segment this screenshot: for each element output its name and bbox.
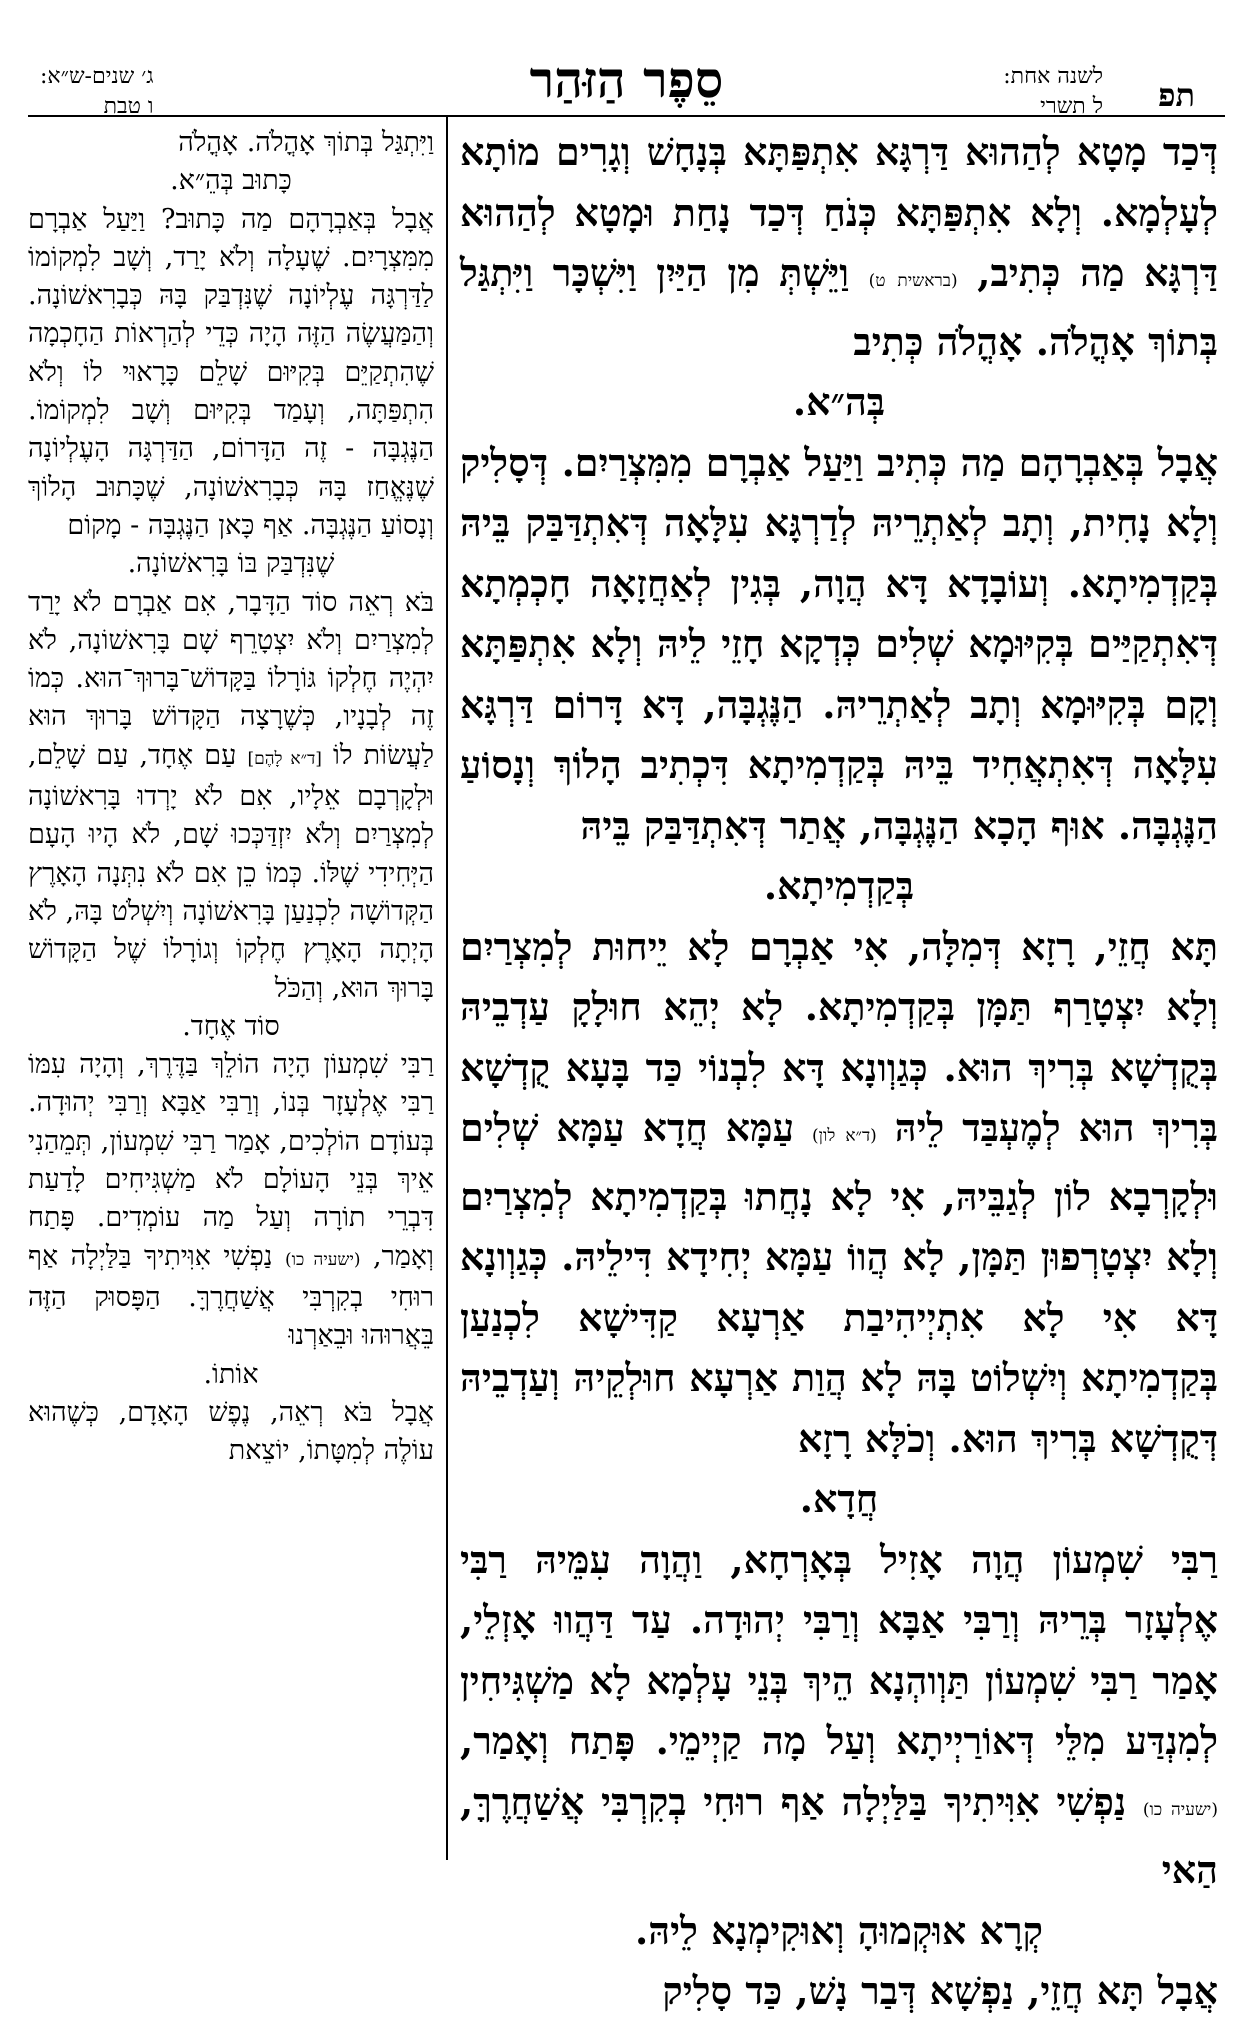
paragraph-text: אֲבָל בְּאַבְרָהָם מַה כְּתִיב וַיַּעַל אַבְרָם מִמִּצְרַיִם. דְּסָלִיק וְלָא נָחִית, וְתָב לְאַתְרֵיהּ לְדַרְגָּא עִלָּאָה דְּאִתְדַּבַּק בֵּיהּ בְּקַדְמִיתָא. וְעוֹבָדָא דָּא הֲוָה, בְּגִין לְאַחֲזָאָה חָכְמְתָא דְּאִתְקַיַּים בְּקִיּוּמָא שְׁלִים כְּדְקָא חָזֵי לֵיהּ וְלָא אִתְפַּתָּא וְקָם בְּקִיּוּמָא וְתָב לְאַתְרֵיהּ. הַנֶּגְבָּה, דָּא דָּרוֹם דַּרְגָּא עִלָּאָה דְּאִתְאֲחִיד בֵּיהּ בְּקַדְמִיתָא דִּכְתִיב הָלוֹךְ וְנָסוֹעַ הַנֶּגְבָּה. אוּף הָכָא הַנֶּגְבָּה, אֲתַר דְּאִתְדַּבַּק בֵּיהּ: [460, 439, 1218, 848]
paragraph-text: בְּה״א.: [792, 379, 886, 424]
hebrew-paragraph: [28, 584, 434, 1008]
hebrew-paragraph: [28, 545, 434, 583]
page-number: תפ: [1158, 76, 1195, 114]
cycle-date: ו טבת: [103, 94, 154, 119]
aramaic-paragraph: [460, 917, 1218, 1470]
paragraph-text: בְּקַדְמִיתָא.: [763, 863, 915, 908]
paragraph-text: וַיִּתְגַּל בְּתוֹךְ אָהֳלֹה. אָהֳלֹה: [178, 127, 434, 158]
aramaic-text-column: [460, 122, 1219, 2013]
schedule-label: לשנה אחת:: [1003, 64, 1103, 89]
schedule-date: ל תשרי: [1040, 94, 1103, 119]
aramaic-paragraph: [460, 372, 1218, 433]
cycle-label: ג׳ שנים-ש״א:: [40, 64, 154, 89]
paragraph-text: אוֹתוֹ.: [203, 1358, 259, 1390]
scripture-reference: (בראשית ט): [868, 271, 958, 291]
paragraph-text: דְּכַד מָטָא לְהַהוּא דַּרְגָּא אִתְפַּתָּא בְּנָחָשׁ וְגָרִים מוֹתָא לְעָלְמָא. וְלָא אִתְפַּתָּא כְּנֹחַ דְּכַד נָחַת וּמָטָא לְהַהוּא דַּרְגָּא מַה כְּתִיב,: [460, 129, 1219, 295]
aramaic-paragraph: [460, 122, 1218, 372]
paragraph-text-continued: וַיֵּשְׁתְּ מִן הַיַּיִן וַיִּשְׁכָּר וַיִּתְגַּל בְּתוֹךְ אָהֳלֹה. אָהֳלֹה כְּתִיב: [460, 250, 1218, 364]
hebrew-paragraph: [28, 1356, 434, 1394]
three-year-schedule: [40, 62, 154, 122]
paragraph-text: סוֹד אֶחָד.: [182, 1010, 280, 1042]
paragraph-text: אֲבָל בְּאַבְרָהָם מַה כָּתוּב? וַיַּעַל אַבְרָם מִמִּצְרָיִם. שֶׁעָלָה וְלֹא יָרַד, וְשָׁב לִמְקוֹמוֹ לַדַּרְגָּה עֶלְיוֹנָה שֶׁנִּדְבַּק בָּהּ כְּבָרִאשׁוֹנָה. וְהַמַּעֲשֶׂה הַזֶּה הָיָה כְּדֵי לְהַרְאוֹת הַחָכְמָה שֶׁהִתְקַיֵּם בְּקִיּוּם שָׁלֵם כָּרָאוּי לוֹ וְלֹא הִתְפַּתָּה, וְעָמַד בְּקִיּוּם וְשָׁב לִמְקוֹמוֹ. הַנֶּגְבָּה - זֶה הַדָּרוֹם, הַדַּרְגָּה הָעֶלְיוֹנָה שֶׁנֶּאֱחַז בָּהּ כְּבָרִאשׁוֹנָה, שֶׁכָּתוּב הָלוֹךְ וְנָסוֹעַ הַנֶּגְבָּה. אַף כָּאן הַנֶּגְבָּה - מָקוֹם: [28, 203, 434, 541]
aramaic-paragraph: [460, 433, 1218, 857]
header-divider: [28, 115, 1225, 117]
paragraph-text: אֲבָל תָּא חֲזֵי, נַפְשָׁא דְּבַר נָשׁ, כַּד סָלִיק: [662, 1968, 1218, 2013]
paragraph-text: אֲבָל בֹּא רְאֵה, נֶפֶשׁ הָאָדָם, כְּשֶׁהוּא עוֹלֶה לְמִטָּתוֹ, יוֹצֵאת: [28, 1396, 434, 1467]
aramaic-paragraph: [460, 1530, 1218, 1901]
paragraph-text: בֹּא רְאֵה סוֹד הַדָּבָר, אִם אַבְרָם לֹא יָרַד לְמִצְרַיִם וְלֹא יִצְטָרֵף שָׁם בָּרִאשׁוֹנָה, לֹא יִהְיֶה חֶלְקוֹ גּוֹרָלוֹ בַּקָּדוֹשׁ־בָּרוּךְ־הוּא. כְּמוֹ זֶה לְבָנָיו, כְּשֶׁרָצָה הַקָּדוֹשׁ בָּרוּךְ הוּא לַעֲשׂוֹת לוֹ: [28, 586, 434, 771]
aramaic-paragraph: [460, 1901, 1218, 1962]
paragraph-text: שֶׁנִּדְבַּק בּוֹ בָּרִאשׁוֹנָה.: [127, 548, 335, 580]
aramaic-paragraph: [460, 856, 1218, 917]
hebrew-translation-column: [28, 124, 434, 1860]
aramaic-paragraph: [460, 1961, 1218, 2022]
aramaic-paragraph: [460, 1469, 1218, 1530]
paragraph-text-continued: נַפְשִׁי אִוִּיתִיךָ בַּלַּיְלָה אַף רוּחִי בְקִרְבִּי אֲשַׁחֲרֶךָּ, הַאי: [460, 1778, 1218, 1892]
hebrew-paragraph: [28, 162, 434, 200]
scripture-reference: [ד״א לָהֶם]: [247, 748, 322, 769]
scripture-reference: (ישעיה כו): [285, 1249, 361, 1270]
hebrew-paragraph: [28, 124, 434, 162]
hebrew-paragraph: [28, 1008, 434, 1046]
hebrew-paragraph: [28, 1394, 434, 1471]
book-title: סֵפֶר הַזּהַר: [529, 50, 724, 109]
paragraph-text-continued: עַם אֶחָד, עַם שָׁלֵם, וּלְקָרְבָם אֵלָיו, אִם לֹא יָרְדוּ בָּרִאשׁוֹנָה לְמִצְרַיִם וְלֹא יִזְדַּכְּכוּ שָׁם, לֹא הָיוּ הָעָם הַיְּחִידִי שֶׁלּוֹ. כְּמוֹ כֵן אִם לֹא נִתְּנָה הָאָרֶץ הַקְּדוֹשָׁה לִכְנַעַן בָּרִאשׁוֹנָה וְיִשְׁלֹט בָּהּ, לֹא הָיְתָה הָאָרֶץ חֶלְקוֹ וְגוֹרָלוֹ שֶׁל הַקָּדוֹשׁ בָּרוּךְ הוּא, וְהַכֹּל: [28, 739, 434, 1004]
paragraph-text-continued: עַמָּא חֲדָא עַמָּא שְׁלִים וּלְקָרְבָא לוֹן לְגַבֵּיהּ, אִי לָא נָחֲתוּ בְּקַדְמִיתָא לְמִצְרַיִם וְלָא יִצְטָרְפוּן תַּמָּן, לָא הֲווֹ עַמָּא יְחִידָא דִּילֵיהּ. כְּגַוְונָא דָּא אִי לָא אִתְיְיהִיבַת אַרְעָא קַדִּישָׁא לִכְנַעַן בְּקַדְמִיתָא וְיִשְׁלוֹט בָּהּ לָא הֲוַת אַרְעָא חוּלְקֵיהּ וְעַדְבֵיהּ דְּקֻדְשָׁא בְּרִיךְ הוּא. וְכֹלָּא רָזָא: [460, 1105, 1218, 1461]
hebrew-paragraph: [28, 1046, 434, 1355]
column-divider: [446, 115, 448, 1860]
paragraph-text: רַבִּי שִׁמְעוֹן הֲוָה אָזִיל בְּאָרְחָא, וַהֲוָה עִמֵּיהּ רַבִּי אֶלְעָזָר בְּרֵיהּ וְרַבִּי אַבָּא וְרַבִּי יְהוּדָה. עַד דַּהֲווּ אָזְלֵי, אָמַר רַבִּי שִׁמְעוֹן תַּוְוהְנָא הֵיךְ בְּנֵי עָלְמָא לָא מַשְׁגִּיחִין לְמִנְדַּע מִלֵּי דְּאוֹרַיְיתָא וְעַל מָה קַיְימֵי. פָּתַח וְאָמַר,: [460, 1536, 1218, 1763]
hebrew-paragraph: [28, 201, 434, 546]
scripture-reference: (ד״א לון): [812, 1126, 877, 1146]
paragraph-text: רַבִּי שִׁמְעוֹן הָיָה הוֹלֵךְ בַּדֶּרֶךְ, וְהָיָה עִמּוֹ רַבִּי אֶלְעָזָר בְּנוֹ, וְרַבִּי אַבָּא וְרַבִּי יְהוּדָה. בְּעוֹדָם הוֹלְכִים, אָמַר רַבִּי שִׁמְעוֹן, תְּמֵהַנִי אֵיךְ בְּנֵי הָעוֹלָם לֹא מַשְׁגִּיחִים לָדַעַת דִּבְרֵי תוֹרָה וְעַל מַה עוֹמְדִים. פָּתַח וְאָמַר,: [28, 1049, 434, 1272]
paragraph-text: קְרָא אוּקְמוּהָ וְאוּקִימְנָא לֵיהּ.: [635, 1907, 1043, 1953]
paragraph-text-continued: נַפְשִׁי אִוִּיתִיךָ בַּלַּיְלָה אַף רוּחִי בְקִרְבִּי אֲשַׁחֲרֶךָּ. הַפָּסוּק הַזֶּה בֵּאֲרוּהוּ וּבֵאַרְנוּ: [28, 1240, 434, 1352]
paragraph-text: תָּא חֲזֵי, רָזָא דְּמִלָּה, אִי אַבְרָם לָא יֵיחוּת לְמִצְרַיִם וְלָא יִצְטָרַף תַּמָּן בְּקַדְמִיתָא. לָא יְהֵא חוּלָקָ עַדְבֵיהּ בְּקֻדְשָׁא בְּרִיךְ הוּא. כְּגַוְונָא דָּא לִבְנוֹי כַּד בָּעָא קֻדְשָׁא בְּרִיךְ הוּא לְמֶעְבַּד לֵיהּ: [460, 923, 1218, 1150]
paragraph-text: כָּתוּב בְּהֵ״א.: [170, 165, 292, 197]
scripture-reference: (ישעיה כו): [1142, 1799, 1218, 1820]
paragraph-text: חֲדָא.: [799, 1476, 879, 1521]
page-header: [0, 0, 1253, 119]
